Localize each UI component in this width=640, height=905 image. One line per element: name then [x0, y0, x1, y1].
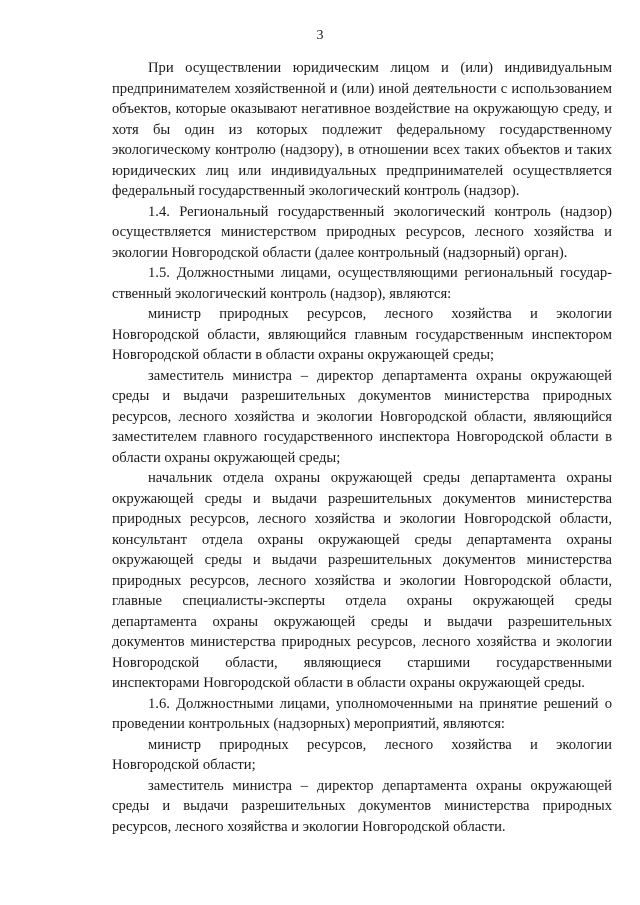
- paragraph-1-4-regional-control: 1.4. Региональный государственный экологический контроль (надзор) осуществляется министерством природных ресурсов, лесного хозяйства и экологии Новгородской области (далее контрольный (надзорный) орган).: [112, 203, 612, 261]
- paragraph-minister: министр природных ресурсов, лесного хозяйства и экологии Новгородской области, являющийся главным государственным инспектором Новгородской области в области охраны окружающей среды;: [112, 306, 612, 363]
- paragraph-1-6-decision-officials: 1.6. Должностными лицами, уполномоченными на принятие решений о проведении контрольных (надзорных) мероприятий, являются:: [112, 695, 612, 732]
- paragraph-federal-control: При осуществлении юридическим лицом и (или) индивидуальным предпринимателем хозяйственной и (или) иной деятельности с использованием объектов, которые оказывают негативное воздействие на окружающую среду, и хотя бы один из которых подлежит федеральному государственному экологическому контролю (надзору), в отношении всех таких объектов и таких юридических лиц или индивидуальных предпринимателей осуществляется федеральный государственный экологический контроль (надзор).: [112, 60, 612, 199]
- document-body: [112, 58, 612, 837]
- paragraph-decision-deputy: заместитель министра – директор департамента охраны окружающей среды и выдачи разрешительных документов министерства природных ресурсов, лесного хозяйства и экологии Новгородской области.: [112, 777, 612, 835]
- paragraph-deputy-minister: заместитель министра – директор департамента охраны окружающей среды и выдачи разрешительных документов министерства природных ресурсов, лесного хозяйства и экологии Новгородской области, являющийся заместителем главного государственного инспектора Новгородской области в области охраны окружающей среды;: [112, 367, 612, 466]
- paragraph-department-staff: начальник отдела охраны окружающей среды департамента охраны окружающей среды и выдачи разрешительных документов министерства природных ресурсов, лесного хозяйства и экологии Новгородской области, консультант отдела охраны окружающей среды департамента охраны окружающей среды и выдачи разрешительных документов министерства природных ресурсов, лесного хозяйства и экологии Новгородской области, главные специалисты-эксперты отдела охраны окружающей среды департамента охраны окружающей среды и выдачи разрешительных документов министерства природных ресурсов, лесного хозяйства и экологии Новгородской области, являющиеся старшими государственными инспекторами Новгородской области в области охраны окружающей среды.: [112, 470, 612, 691]
- paragraph-decision-minister: министр природных ресурсов, лесного хозяйства и экологии Новгородской области;: [112, 736, 612, 773]
- paragraph-1-5-officials-intro: 1.5. Должностными лицами, осуществляющими региональный государственный экологический контроль (надзор), являются:: [112, 265, 612, 302]
- page-number: 3: [316, 28, 324, 43]
